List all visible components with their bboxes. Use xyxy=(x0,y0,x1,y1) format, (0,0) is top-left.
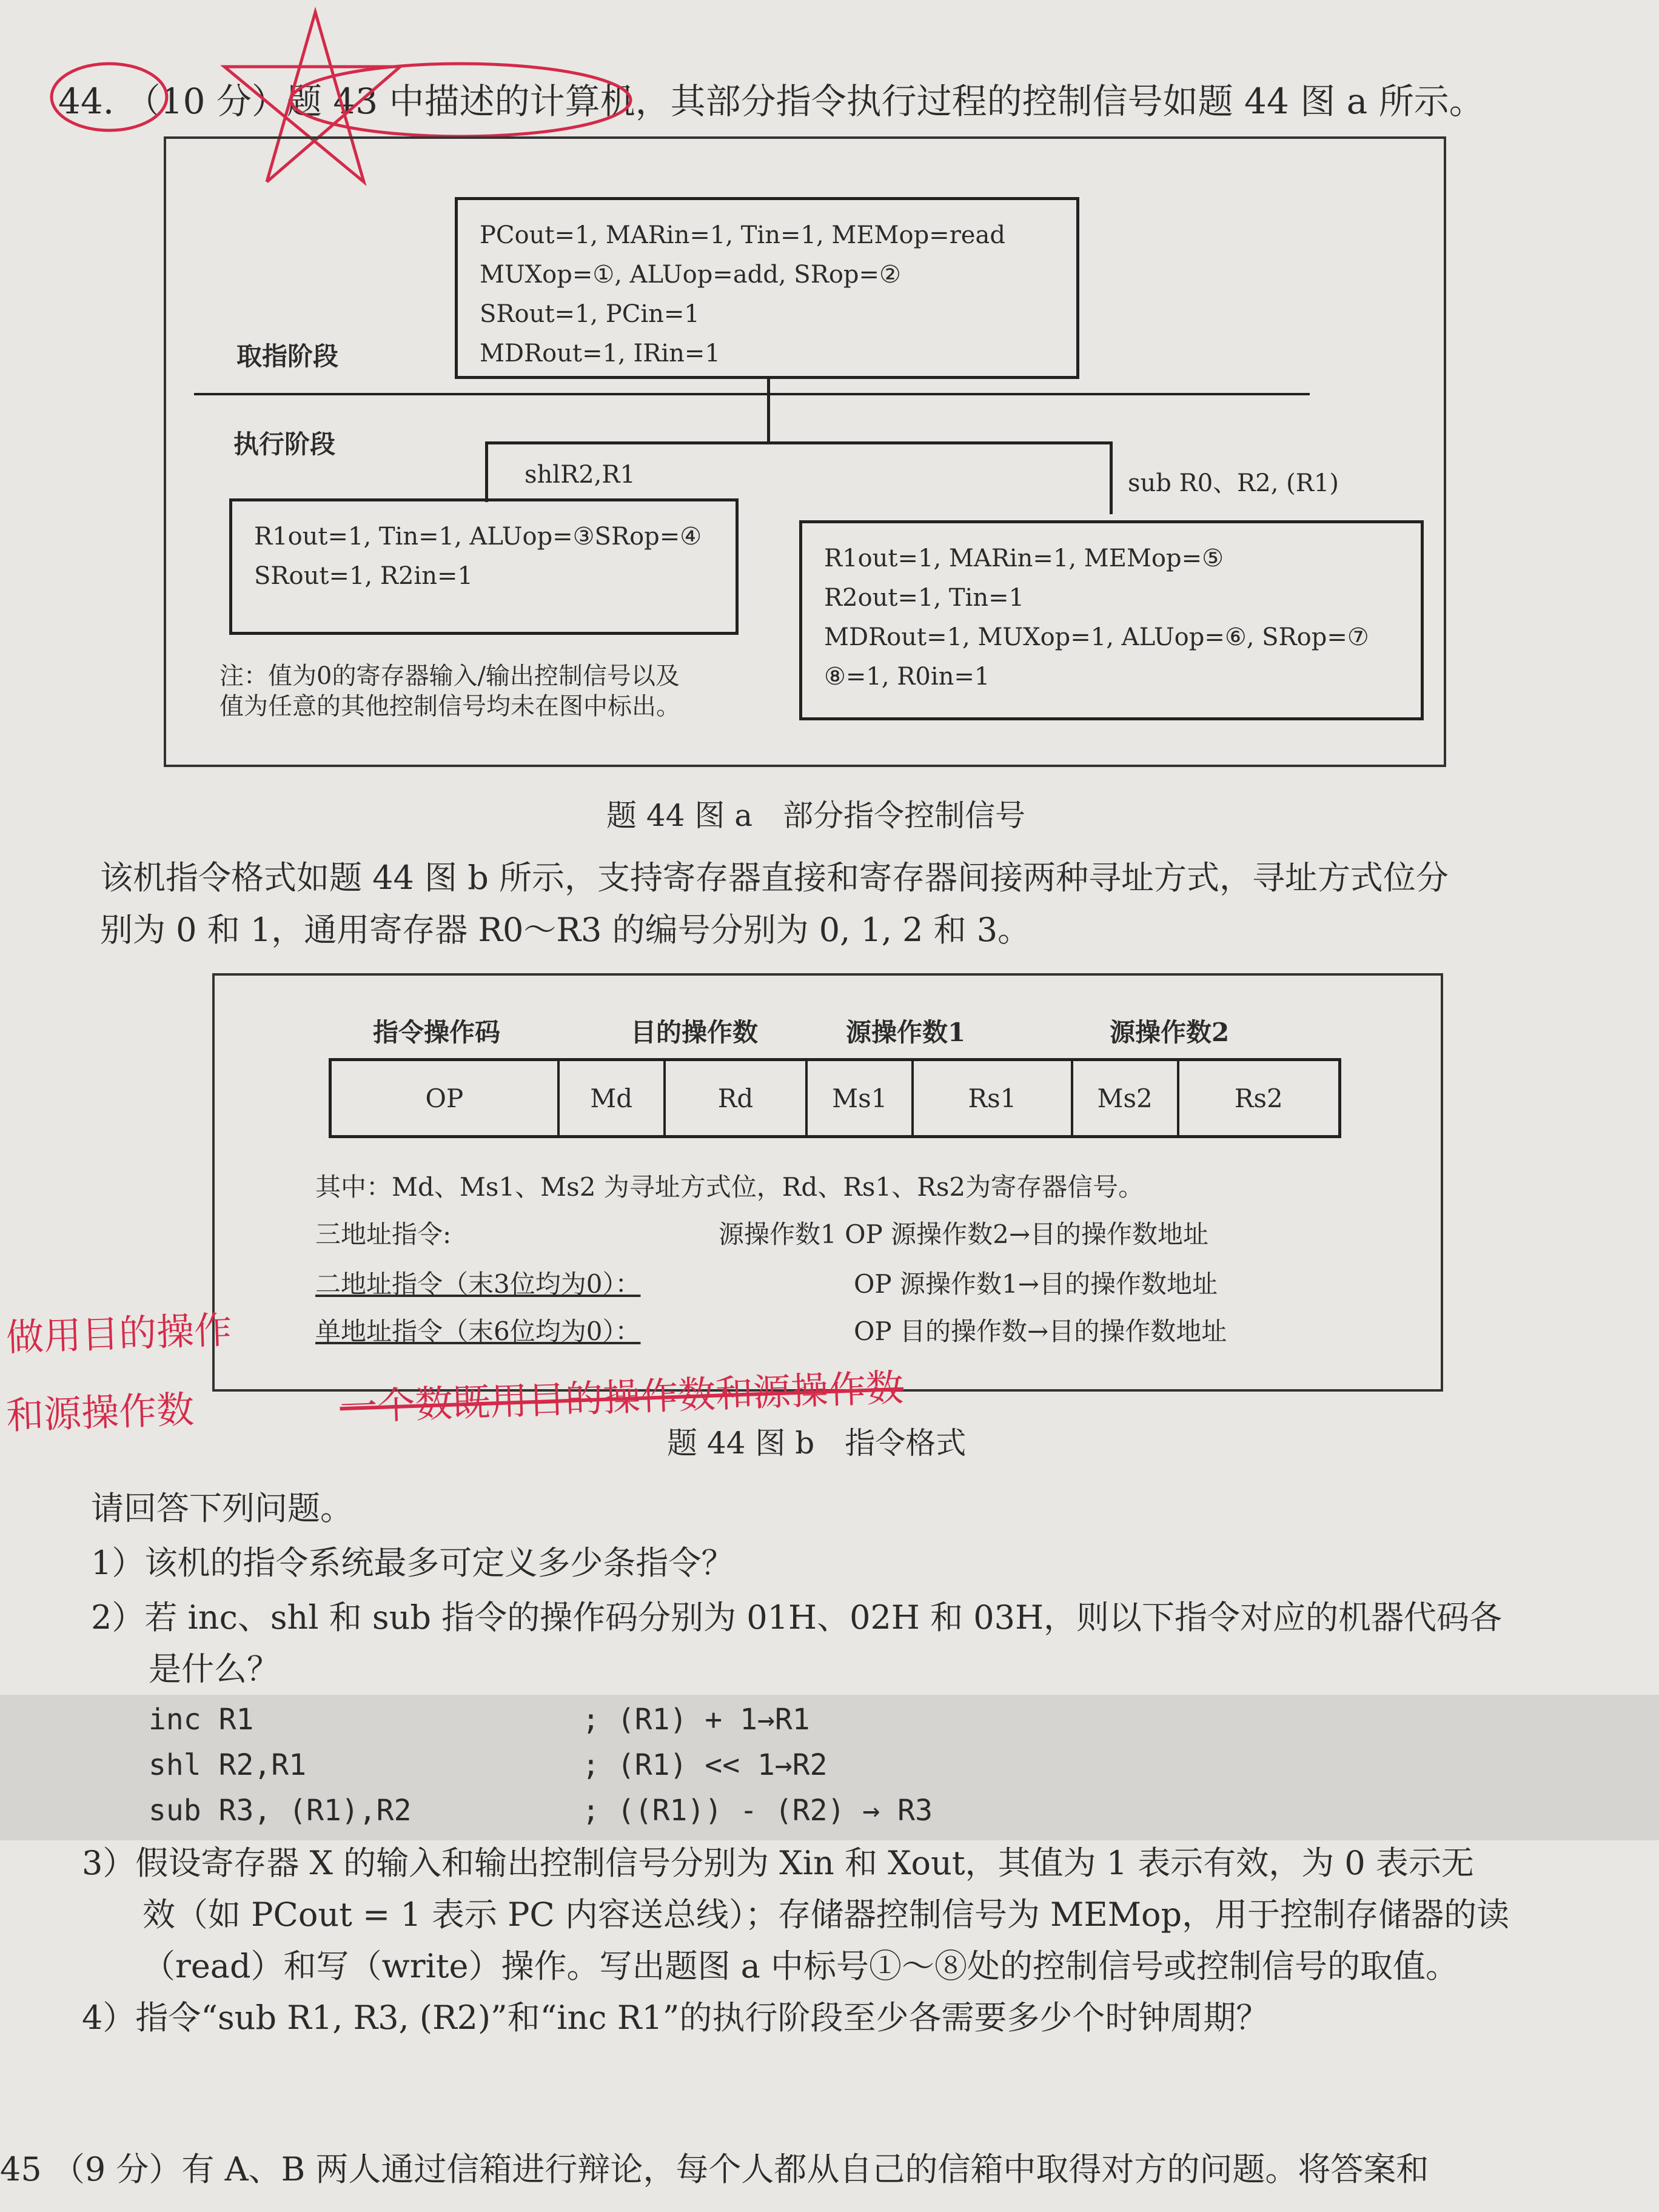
sub-exec-box xyxy=(799,520,1424,720)
format-explain: 其中：Md、Ms1、Ms2 为寻址方式位，Rd、Rs1、Rs2为寄存器信号。 xyxy=(315,1172,1144,1202)
two-address-name: 二地址指令（末3位均为0）： xyxy=(315,1269,641,1299)
cell-rd: Rd xyxy=(666,1061,808,1135)
note-line: 注：值为0的寄存器输入/输出控制信号以及 xyxy=(220,662,680,690)
three-address-desc: 源操作数1 OP 源操作数2→目的操作数地址 xyxy=(719,1219,1209,1249)
cell-op: OP xyxy=(332,1061,560,1135)
instruction-format-row xyxy=(329,1058,1341,1138)
sub-line: ⑧=1, R0in=1 xyxy=(824,663,990,691)
figure-a-note xyxy=(220,661,680,722)
exec-stage-label: 执行阶段 xyxy=(233,429,336,459)
question-header-text: （10 分）题 43 中描述的计算机，其部分指令执行过程的控制信号如题 44 图 a 所示。 xyxy=(125,81,1484,122)
one-address-desc: OP 目的操作数→目的操作数地址 xyxy=(854,1316,1227,1346)
header-dest: 目的操作数 xyxy=(631,1017,759,1047)
cell-md: Md xyxy=(560,1061,666,1135)
sub-line: R1out=1, MARin=1, MEMop=⑤ xyxy=(824,545,1224,572)
question-1: 1）该机的指令系统最多可定义多少条指令？ xyxy=(91,1544,734,1582)
connector-left xyxy=(485,441,488,502)
figure-b-caption: 题 44 图 b 指令格式 xyxy=(667,1426,967,1461)
paragraph-line: 别为 0 和 1，通用寄存器 R0～R3 的编号分别为 0, 1, 2 和 3。 xyxy=(100,911,1031,949)
note-line: 值为任意的其他控制信号均未在图中标出。 xyxy=(220,692,680,720)
next-question-number: 45 xyxy=(0,2150,42,2188)
question-3-line-2: 效（如 PCout = 1 表示 PC 内容送总线）；存储器控制信号为 MEMop，用于控制存储器的读 xyxy=(142,1895,1510,1934)
header-src1: 源操作数1 xyxy=(846,1017,966,1047)
one-address-name: 单地址指令（末6位均为0）： xyxy=(315,1316,641,1346)
cell-ms1: Ms1 xyxy=(808,1061,914,1135)
code-comment: ; ((R1)) - (R2) → R3 xyxy=(582,1794,933,1828)
question-2-line-1: 2）若 inc、shl 和 sub 指令的操作码分别为 01H、02H 和 03H，则以下指令对应的机器代码各 xyxy=(91,1598,1503,1637)
branch-label-shl: shlR2,R1 xyxy=(525,461,635,489)
shl-line: R1out=1, Tin=1, ALUop=③SRop=④ xyxy=(254,523,702,551)
shl-exec-box xyxy=(229,498,739,635)
fetch-line: MDRout=1, IRin=1 xyxy=(480,340,720,367)
format-paragraph xyxy=(100,852,1449,956)
stage-divider xyxy=(194,393,1310,395)
sub-line: R2out=1, Tin=1 xyxy=(824,584,1025,612)
three-address-name: 三地址指令: xyxy=(315,1219,452,1249)
fetch-stage-box xyxy=(455,197,1079,379)
cell-rs1: Rs1 xyxy=(914,1061,1073,1135)
shl-line: SRout=1, R2in=1 xyxy=(254,562,473,590)
code-instr: inc R1 xyxy=(149,1703,254,1737)
code-instr: shl R2,R1 xyxy=(149,1748,307,1782)
branch-label-sub: sub R0、R2, (R1) xyxy=(1128,469,1339,497)
code-instr: sub R3, (R1),R2 xyxy=(149,1794,412,1828)
question-4: 4）指令“sub R1, R3, (R2)”和“inc R1”的执行阶段至少各需要多少个时钟周期？ xyxy=(82,1999,1269,2037)
questions-intro: 请回答下列问题。 xyxy=(91,1489,353,1527)
connector-vertical xyxy=(767,379,770,443)
paragraph-line: 该机指令格式如题 44 图 b 所示，支持寄存器直接和寄存器间接两种寻址方式，寻址方式位分 xyxy=(100,859,1449,897)
code-comment: ; (R1) << 1→R2 xyxy=(582,1748,828,1782)
two-address-desc: OP 源操作数1→目的操作数地址 xyxy=(854,1269,1218,1299)
cell-rs2: Rs2 xyxy=(1234,1083,1283,1113)
figure-a-caption: 题 44 图 a 部分指令控制信号 xyxy=(606,798,1026,833)
header-src2: 源操作数2 xyxy=(1110,1017,1230,1047)
handwritten-note-bottom: 一个数既用目的操作数和源操作数 xyxy=(339,1365,905,1430)
next-question-text: （9 分）有 A、B 两人通过信箱进行辩论，每个人都从自己的信箱中取得对方的问题。将答案和 xyxy=(52,2150,1429,2188)
next-question xyxy=(0,2143,1429,2196)
header-opcode: 指令操作码 xyxy=(373,1017,501,1047)
sub-line: MDRout=1, MUXop=1, ALUop=⑥, SRop=⑦ xyxy=(824,623,1369,651)
code-comment: ; (R1) + 1→R1 xyxy=(582,1703,810,1737)
question-3-line-1: 3）假设寄存器 X 的输入和输出控制信号分别为 Xin 和 Xout，其值为 1 表示有效，为 0 表示无 xyxy=(82,1844,1474,1882)
fetch-stage-label: 取指阶段 xyxy=(236,341,339,371)
handwritten-note-left-1: 做用目的操作 xyxy=(5,1307,233,1360)
handwritten-note-left-2: 和源操作数 xyxy=(5,1387,195,1438)
fetch-line: MUXop=①, ALUop=add, SRop=② xyxy=(480,261,901,289)
fetch-line: SRout=1, PCin=1 xyxy=(480,300,700,328)
connector-horizontal xyxy=(485,441,1113,444)
connector-right xyxy=(1110,441,1113,514)
question-2-line-2: 是什么？ xyxy=(149,1650,280,1688)
fetch-line: PCout=1, MARin=1, Tin=1, MEMop=read xyxy=(480,221,1005,249)
cell-ms2: Ms2 xyxy=(1073,1061,1179,1135)
question-3-line-3: （read）和写（write）操作。写出题图 a 中标号①～⑧处的控制信号或控制信号的取值。 xyxy=(142,1947,1459,1985)
question-number: 44. xyxy=(58,81,115,122)
